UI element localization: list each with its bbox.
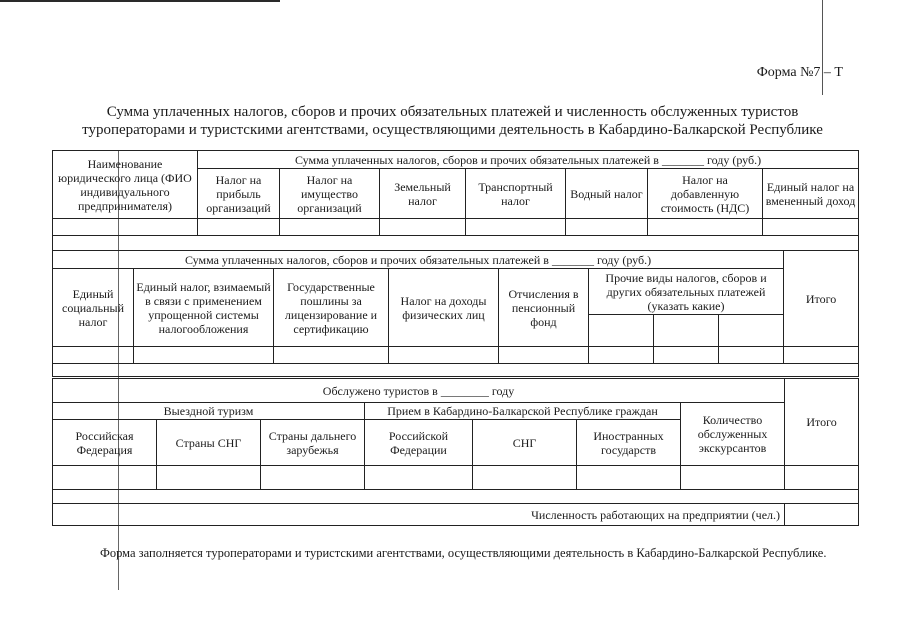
spacer-row (53, 364, 859, 377)
employees-input[interactable] (785, 504, 859, 526)
footer-note: Форма заполняется туроператорами и туристскими агентствами, осуществляющими деятельность в Кабардино-Балкарской Республике. (100, 546, 827, 560)
col-pension-fund: Отчисления в пенсионный фонд (499, 269, 589, 347)
other-tax-slot[interactable] (589, 315, 654, 347)
col-outbound-far-abroad: Страны дальнего зарубежья (261, 420, 365, 466)
input-cell[interactable] (53, 466, 157, 490)
col-inbound-cis: СНГ (473, 420, 577, 466)
taxes-table-1 (52, 150, 859, 251)
spacer-row (53, 490, 859, 504)
col-outbound-cis: Страны СНГ (157, 420, 261, 466)
input-cell[interactable] (566, 219, 648, 236)
col-vat: Налог на добавленную стоимость (НДС) (648, 169, 763, 219)
input-cell[interactable] (466, 219, 566, 236)
input-cell[interactable] (274, 347, 389, 364)
taxes-group-header-2: Сумма уплаченных налогов, сборов и прочих обязательных платежей в _______ году (руб.) (53, 251, 784, 269)
col-simplified-tax: Единый налог, взимаемый в связи с применением упрощенной системы налогообложения (134, 269, 274, 347)
input-cell[interactable] (134, 347, 274, 364)
taxes-table-2 (52, 250, 859, 377)
input-cell[interactable] (380, 219, 466, 236)
col-income-tax: Налог на доходы физических лиц (389, 269, 499, 347)
col-transport-tax: Транспортный налог (466, 169, 566, 219)
other-tax-slot[interactable] (719, 315, 784, 347)
col-land-tax: Земельный налог (380, 169, 466, 219)
title-line-1: Сумма уплаченных налогов, сборов и прочих обязательных платежей и численность обслуженных туристов (106, 104, 799, 120)
employees-label: Численность работающих на предприятии (чел.) (53, 504, 785, 526)
input-cell[interactable] (648, 219, 763, 236)
input-cell[interactable] (499, 347, 589, 364)
col-water-tax: Водный налог (566, 169, 648, 219)
input-cell[interactable] (365, 466, 473, 490)
outbound-header: Выездной туризм (53, 403, 365, 420)
input-cell[interactable] (681, 466, 785, 490)
input-cell[interactable] (785, 466, 859, 490)
col-social-tax: Единый социальный налог (53, 269, 134, 347)
col-other-taxes: Прочие виды налогов, сборов и других обязательных платежей (указать какие) (589, 269, 784, 315)
col-profit-tax: Налог на прибыль организаций (198, 169, 280, 219)
col-state-duties: Государственные пошлины за лицензирование и сертификацию (274, 269, 389, 347)
page-title (40, 103, 865, 139)
total-header: Итого (784, 251, 859, 347)
input-cell[interactable] (473, 466, 577, 490)
col-outbound-russia: Российская Федерация (53, 420, 157, 466)
taxes-group-header: Сумма уплаченных налогов, сборов и прочих обязательных платежей в _______ году (руб.) (198, 151, 859, 169)
col-inbound-russia: Российской Федерации (365, 420, 473, 466)
input-cell[interactable] (280, 219, 380, 236)
excursions-header: Количество обслуженных экскурсантов (681, 403, 785, 466)
input-cell[interactable] (198, 219, 280, 236)
input-cell[interactable] (763, 219, 859, 236)
scan-artifact-line (0, 0, 280, 2)
input-cell[interactable] (389, 347, 499, 364)
input-cell[interactable] (53, 347, 134, 364)
input-cell[interactable] (577, 466, 681, 490)
tourists-total-header: Итого (785, 379, 859, 466)
col-imputed-tax: Единый налог на вмененный доход (763, 169, 859, 219)
other-tax-slot[interactable] (654, 315, 719, 347)
input-cell[interactable] (589, 347, 654, 364)
input-cell[interactable] (261, 466, 365, 490)
tourists-table (52, 378, 859, 526)
inbound-header: Прием в Кабардино-Балкарской Республике граждан (365, 403, 681, 420)
form-number: Форма №7 – Т (756, 65, 843, 80)
col-inbound-foreign: Иностранных государств (577, 420, 681, 466)
title-line-2: туроператорами и туристскими агентствами, осуществляющими деятельность в Кабардино-Балкарской Республике (82, 122, 823, 138)
org-name-header: Наименование юридического лица (ФИО индивидуального предпринимателя) (53, 151, 198, 219)
tourists-group-header: Обслужено туристов в ________ году (53, 379, 785, 403)
input-cell[interactable] (719, 347, 784, 364)
input-cell[interactable] (53, 219, 198, 236)
col-property-tax: Налог на имущество организаций (280, 169, 380, 219)
input-cell[interactable] (654, 347, 719, 364)
input-cell[interactable] (784, 347, 859, 364)
spacer-row (53, 236, 859, 251)
input-cell[interactable] (157, 466, 261, 490)
